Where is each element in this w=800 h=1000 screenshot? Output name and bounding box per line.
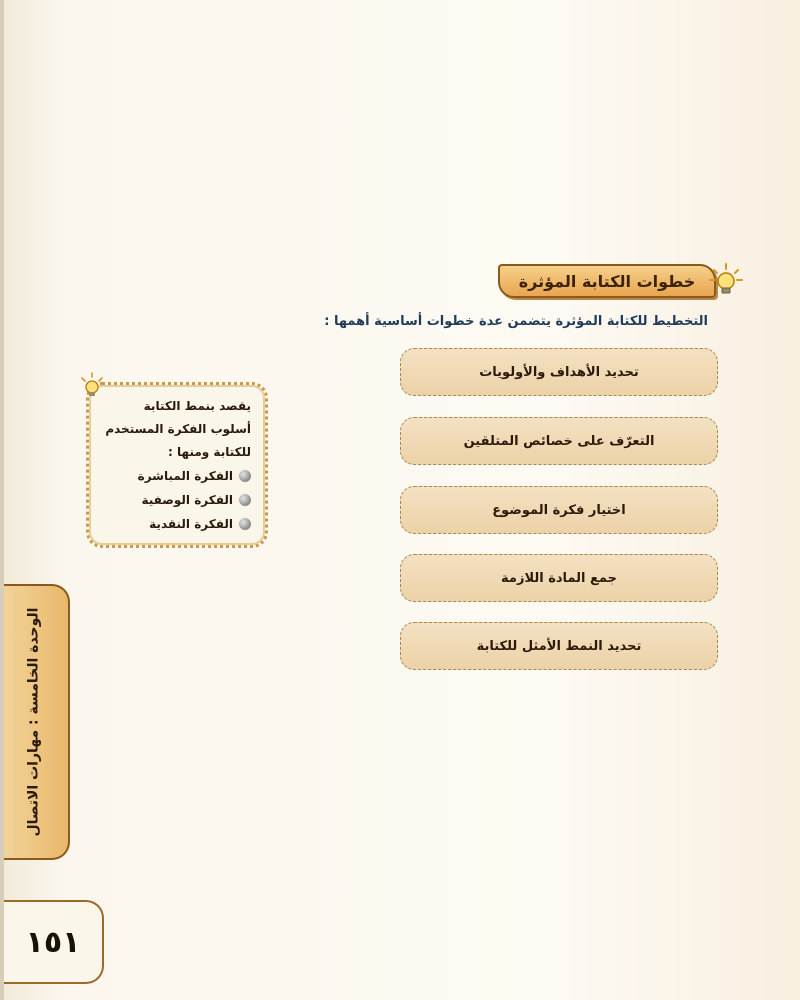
lightbulb-icon <box>708 262 744 298</box>
note-item-label: الفكرة المباشرة <box>137 469 233 483</box>
step-box-5: تحديد النمط الأمثل للكتابة <box>400 622 718 670</box>
step-box-2: التعرّف على خصائص المتلقين <box>400 417 718 465</box>
step-box-3: اختيار فكرة الموضوع <box>400 486 718 534</box>
step-box-4: جمع المادة اللازمة <box>400 554 718 602</box>
note-line-3: للكتابة ومنها : <box>168 445 251 459</box>
note-item-label: الفكرة النقدية <box>149 517 233 531</box>
page-number-box <box>4 900 104 984</box>
note-line-2: أسلوب الفكرة المستخدم <box>105 422 251 436</box>
note-line-1: يقصد بنمط الكتابة <box>143 399 251 413</box>
unit-label: الوحدة الخامسة : مهارات الاتصال <box>25 607 42 837</box>
intro-text: التخطيط للكتابة المؤثرة يتضمن عدة خطوات أساسية أهمها : <box>324 314 708 329</box>
lightbulb-icon <box>78 372 106 400</box>
page-number: ١٥١ <box>25 924 81 960</box>
bullet-dot-icon <box>239 494 251 506</box>
bullet-dot-icon <box>239 518 251 530</box>
bullet-dot-icon <box>239 470 251 482</box>
section-heading: خطوات الكتابة المؤثرة <box>498 264 716 298</box>
note-list-item <box>99 512 251 536</box>
step-box-1: تحديد الأهداف والأولويات <box>400 348 718 396</box>
side-note-box <box>86 382 268 548</box>
note-list-item <box>99 464 251 488</box>
note-list-item <box>99 488 251 512</box>
unit-label-container <box>18 590 48 854</box>
note-item-label: الفكرة الوصفية <box>141 493 233 507</box>
